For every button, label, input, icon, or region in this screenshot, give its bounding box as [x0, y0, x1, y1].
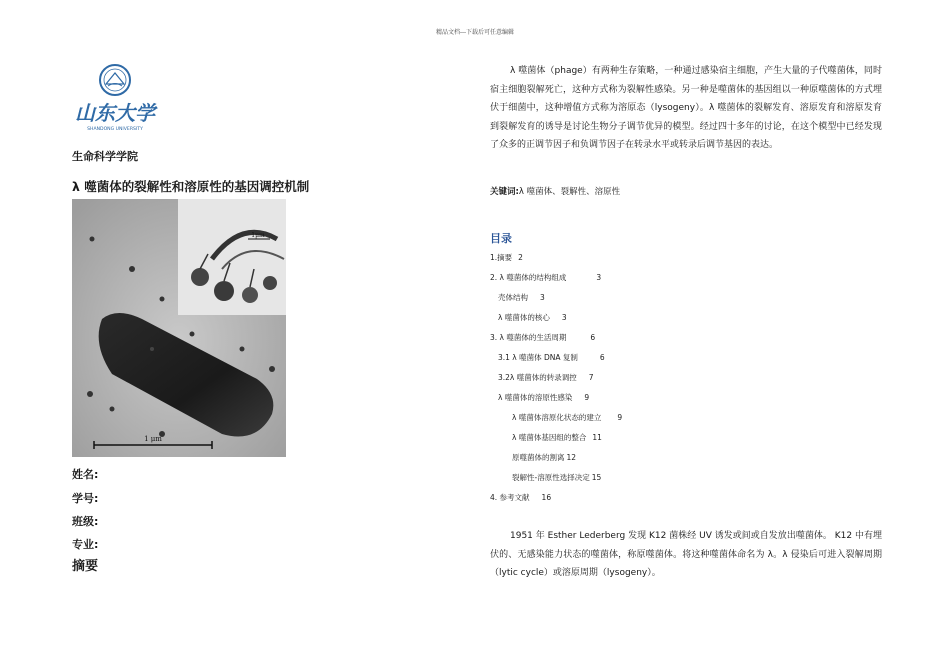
logo-text: 山东大学	[75, 101, 155, 125]
toc-item[interactable]: λ 噬菌体基因组的整合 11	[512, 433, 602, 442]
toc-item[interactable]: λ 噬菌体的溶原性感染 9	[498, 393, 590, 402]
abstract-heading: 摘要	[72, 559, 99, 574]
college-name: 生命科学学院	[72, 150, 138, 163]
phage-micrograph	[72, 199, 286, 457]
toc-item[interactable]: λ 噬菌体的核心 3	[498, 313, 567, 322]
class-field-label: 班级:	[72, 515, 99, 528]
history-paragraph: 1951 年 Esther Lederberg 发现 K12 菌株经 UV 诱发或间或自发放出噬菌体。 K12 中有埋伏的、无感染能力状态的噬菌体，称原噬菌体。将这种噬菌体命名为 λ。λ 侵染后可进入裂解周期（lytic cycle）或溶原周期（lysogeny）。	[490, 531, 882, 578]
keywords-value: λ 噬菌体、裂解性、溶原性	[518, 187, 621, 197]
toc-item[interactable]: 3. λ 噬菌体的生活周期 6	[490, 333, 596, 342]
toc-item[interactable]: 3.2λ 噬菌体的转录调控 7	[498, 373, 594, 382]
toc-item[interactable]: 壳体结构 3	[498, 293, 545, 302]
major-field-label: 专业:	[72, 538, 99, 551]
toc-item[interactable]: 1.摘要 2	[490, 253, 523, 262]
toc-item[interactable]: 4. 参考文献 16	[490, 493, 552, 502]
toc-item[interactable]: λ 噬菌体溶原化状态的建立 9	[512, 413, 623, 422]
history-section	[490, 527, 882, 583]
inset-scale-label: 1μm	[251, 232, 265, 239]
name-field-label: 姓名:	[72, 468, 99, 481]
toc-item[interactable]: 原噬菌体的割离 12	[512, 453, 577, 462]
toc-item[interactable]: 2. λ 噬菌体的结构组成 3	[490, 273, 602, 282]
page-header-note: 精品文档---下载后可任意编辑	[435, 29, 515, 36]
university-logo	[72, 62, 158, 134]
intro-paragraph: λ 噬菌体（phage）有两种生存策略，一种通过感染宿主细胞，产生大量的子代噬菌体，同时宿主细胞裂解死亡，这种方式称为裂解性感染。另一种是噬菌体的基因组以一种原噬菌体的方式埋伏于细菌中，这种增值方式称为溶原态（lysogeny）。λ 噬菌体的裂解发育、溶原发育和溶原发育到裂解发育的诱导是讨论生物分子调节优异的模型。经过四十多年的讨论，在这个模型中已经发现了众多的正调节因子和负调节因子在转录水平或转录后调节基因的表达。	[490, 66, 882, 150]
report-title: λ 噬菌体的裂解性和溶原性的基因调控机制	[72, 179, 310, 194]
main-scale-label: 1 μm	[144, 435, 162, 443]
toc-title: 目录	[490, 232, 512, 245]
keywords-label: 关键词:	[490, 187, 519, 197]
toc-item[interactable]: 裂解性-溶原性选择决定 15	[512, 473, 602, 482]
toc-item[interactable]: 3.1 λ 噬菌体 DNA 复制 6	[498, 353, 605, 362]
student-id-field-label: 学号:	[72, 492, 99, 505]
logo-subtext: SHANDONG UNIVERSITY	[87, 127, 143, 132]
keywords-line	[490, 185, 620, 197]
content-column	[490, 62, 882, 578]
